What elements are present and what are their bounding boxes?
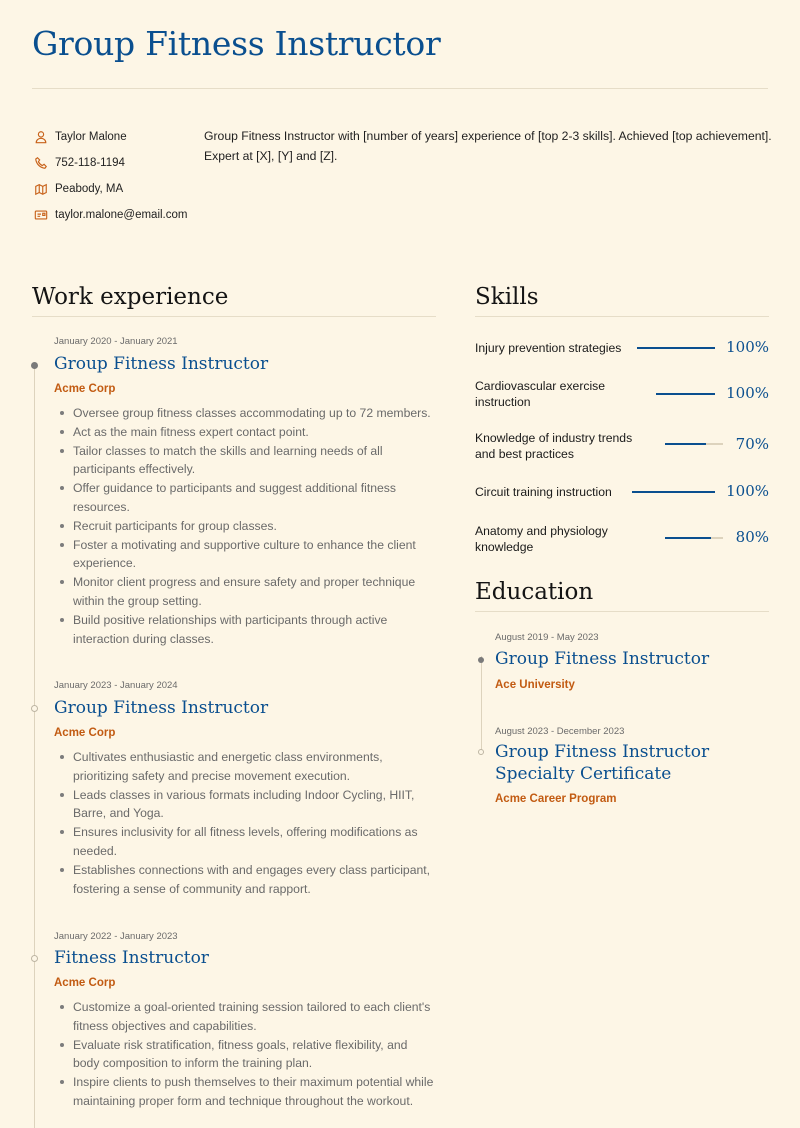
job-bullet: Offer guidance to participants and suggest additional fitness resources. — [54, 479, 434, 517]
work-heading-divider — [32, 316, 436, 317]
job-bullets — [54, 404, 434, 648]
contact-email[interactable]: taylor.malone@email.com — [55, 209, 188, 221]
job-bullet: Ensures inclusivity for all fitness levels, offering modifications as needed. — [54, 823, 434, 861]
skill-name: Cardiovascular exercise instruction — [475, 379, 606, 409]
skill-name: Knowledge of industry trends and best practices — [475, 431, 633, 461]
page-title: Group Fitness Instructor — [32, 24, 441, 63]
skill-bar — [665, 537, 723, 539]
job-bullet: Customize a goal-oriented training session tailored to each client's fitness objectives and capabilities. — [54, 998, 434, 1036]
job-bullet: Recruit participants for group classes. — [54, 517, 434, 536]
education-heading-divider — [475, 611, 769, 612]
skill-item — [475, 482, 769, 502]
job-bullet: Tailor classes to match the skills and learning needs of all participants effectively. — [54, 442, 434, 480]
skill-percent: 80% — [735, 528, 769, 546]
education-heading: Education — [475, 579, 594, 605]
timeline-dot — [478, 749, 484, 755]
job-bullets — [54, 748, 434, 898]
professional-summary: Group Fitness Instructor with [number of years] experience of [top 2-3 skills]. Achieved [top achievement]. Expert at [X], [Y] and [Z]. — [204, 129, 772, 163]
contact-phone-row — [33, 150, 203, 176]
skill-item — [475, 429, 769, 463]
job-date: January 2022 - January 2023 — [54, 931, 178, 942]
skill-name: Injury prevention strategies — [475, 341, 622, 355]
job-bullet: Act as the main fitness expert contact point. — [54, 423, 434, 442]
job-company: Acme Corp — [54, 383, 116, 395]
email-icon — [33, 207, 49, 223]
job-bullet: Monitor client progress and ensure safety and proper technique within the group setting. — [54, 573, 434, 611]
contact-location-row — [33, 176, 203, 202]
job-bullet: Establishes connections with and engages every class participant, fostering a sense of community and rapport. — [54, 861, 434, 899]
job-bullet: Foster a motivating and supportive culture to enhance the client experience. — [54, 536, 434, 574]
work-experience-heading: Work experience — [32, 284, 229, 310]
map-icon — [33, 181, 49, 197]
job-company: Acme Corp — [54, 977, 116, 989]
contact-info — [33, 124, 203, 228]
education-date: August 2023 - December 2023 — [495, 726, 625, 737]
skill-percent: 70% — [735, 435, 769, 453]
contact-location: Peabody, MA — [55, 183, 124, 195]
job-bullet: Cultivates enthusiastic and energetic class environments, prioritizing safety and precise movement execution. — [54, 748, 434, 786]
skill-item — [475, 338, 769, 358]
job-bullet: Build positive relationships with participants through active interaction during classes. — [54, 611, 434, 649]
skill-bar-fill — [665, 537, 711, 539]
timeline-dot — [478, 657, 484, 663]
job-bullet: Evaluate risk stratification, fitness goals, relative flexibility, and body composition to inform the training plan. — [54, 1036, 434, 1074]
timeline-dot — [31, 955, 38, 962]
skill-bar-fill — [665, 443, 706, 445]
skill-bar — [637, 347, 715, 349]
contact-name: Taylor Malone — [55, 131, 127, 143]
timeline-dot — [31, 705, 38, 712]
skill-name: Circuit training instruction — [475, 485, 612, 499]
skill-bar — [665, 443, 723, 445]
phone-icon — [33, 155, 49, 171]
skill-item — [475, 377, 769, 411]
person-icon — [33, 129, 49, 145]
skill-percent: 100% — [726, 338, 769, 356]
skill-percent: 100% — [726, 482, 769, 500]
job-title: Fitness Instructor — [54, 948, 209, 968]
header-divider — [32, 88, 768, 89]
education-school: Ace University — [495, 679, 575, 691]
skills-heading: Skills — [475, 284, 539, 310]
skill-bar-fill — [637, 347, 715, 349]
education-school: Acme Career Program — [495, 793, 617, 805]
skill-bar-fill — [656, 393, 715, 395]
contact-phone[interactable]: 752-118-1194 — [55, 157, 125, 169]
job-date: January 2023 - January 2024 — [54, 680, 178, 691]
skill-bar-fill — [632, 491, 715, 493]
skill-bar — [656, 393, 715, 395]
job-bullet: Oversee group fitness classes accommodating up to 72 members. — [54, 404, 434, 423]
contact-email-row — [33, 202, 203, 228]
job-date: January 2020 - January 2021 — [54, 336, 178, 347]
skills-heading-divider — [475, 316, 769, 317]
job-title: Group Fitness Instructor — [54, 698, 269, 718]
skill-percent: 100% — [726, 384, 769, 402]
job-bullet: Leads classes in various formats including Indoor Cycling, HIIT, Barre, and Yoga. — [54, 786, 434, 824]
job-bullet: Inspire clients to push themselves to their maximum potential while maintaining proper form and technique throughout the workout. — [54, 1073, 434, 1111]
education-title: Group Fitness Instructor — [495, 649, 710, 669]
job-bullets — [54, 998, 434, 1111]
job-title: Group Fitness Instructor — [54, 354, 269, 374]
education-title: Group Fitness Instructor Specialty Certificate — [495, 742, 710, 784]
education-date: August 2019 - May 2023 — [495, 632, 599, 643]
timeline-dot — [31, 362, 38, 369]
contact-name-row — [33, 124, 203, 150]
job-company: Acme Corp — [54, 727, 116, 739]
skill-name: Anatomy and physiology knowledge — [475, 524, 608, 554]
skill-bar — [632, 491, 715, 493]
skill-item — [475, 522, 769, 556]
work-timeline-line — [34, 364, 35, 1128]
education-timeline-line — [481, 656, 482, 752]
